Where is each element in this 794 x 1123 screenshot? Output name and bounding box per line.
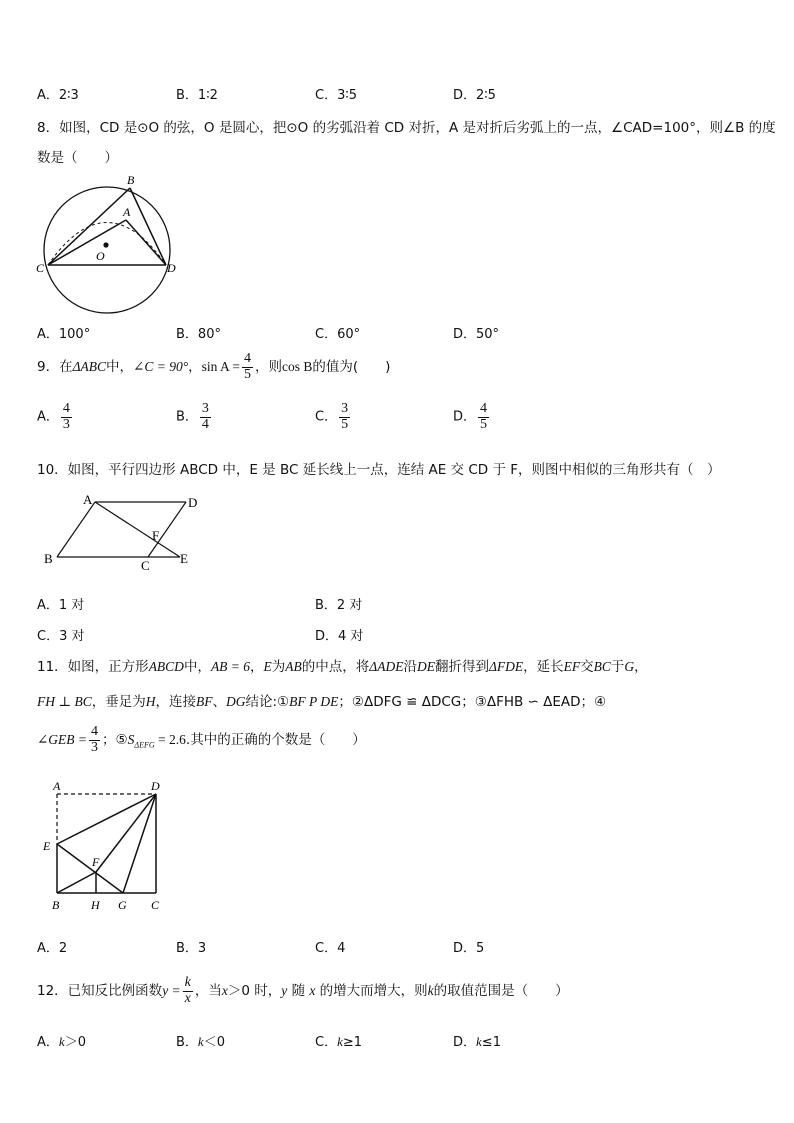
q12-option-d[interactable]: D．k≤1 [453, 1034, 501, 1050]
q12-stem: 12．已知反比例函数y = $\frac{k}{x}$ ，当x＞0 时，y 随 x 的增大而增大，则k的取值范围是（ ） [37, 974, 569, 1006]
q11-label-a: A [53, 779, 61, 793]
q11-option-d[interactable]: D．5 [453, 941, 485, 956]
q9-option-c[interactable]: C． $\frac{3}{5}$ [315, 401, 349, 432]
q10-figure [40, 490, 200, 572]
q8-segment-bd [130, 188, 166, 265]
q11-stem-line1: 11．如图，正方形ABCD中，AB = 6，E为AB的中点，将ΔADE沿DE翻折得到ΔFDE，延长EF交BC于G， [37, 659, 648, 675]
q9-stem: 9．在ΔABC中，∠C = 90°，sin A = $\frac{4}{5}$ ，则cos B的值为( ) [37, 351, 391, 382]
q11-stem-line2: FH ⊥ BC，垂足为H，连接BF、DG结论:①BF P DE；②ΔDFG ≌ ΔDCG；③ΔFHB ∽ ΔEAD；④ [37, 694, 607, 710]
q11-label-b: B [52, 898, 60, 912]
q12-option-c[interactable]: C．k≥1 [315, 1034, 363, 1050]
q7-option-b[interactable]: B．1∶2 [176, 88, 218, 103]
q8-segment-ca [48, 220, 126, 265]
q10-label-f: F [152, 528, 160, 543]
q11-segment-df [96, 794, 156, 872]
q11-figure [40, 776, 175, 914]
q8-option-a[interactable]: A．100° [37, 327, 91, 342]
q11-segment-bf [57, 872, 96, 893]
q8-label-d: D [167, 261, 176, 275]
q7-option-a[interactable]: A．2∶3 [37, 88, 79, 103]
q11-label-f: F [92, 855, 100, 869]
q10-label-d: D [188, 495, 198, 510]
q11-segment-eg [57, 844, 123, 893]
q10-option-d[interactable]: D．4 对 [315, 629, 364, 644]
q8-label-c: C [36, 261, 45, 275]
q8-center-dot [103, 242, 108, 247]
q8-label-o: O [96, 249, 105, 263]
q12-option-b[interactable]: B．k＜0 [176, 1034, 225, 1050]
q8-figure [34, 172, 184, 322]
q8-segment-ad [126, 220, 166, 265]
q11-label-g: G [118, 898, 127, 912]
q10-option-b[interactable]: B．2 对 [315, 598, 363, 613]
q10-label-a: A [83, 492, 93, 507]
q8-segment-cb [48, 188, 130, 265]
q8-option-b[interactable]: B．80° [176, 327, 221, 342]
q8-option-c[interactable]: C．60° [315, 327, 361, 342]
q11-label-d: D [151, 779, 160, 793]
q8-label-b: B [127, 173, 135, 187]
q11-stem-line3: ∠GEB = $\frac{4}{3}$ ；$⑤S_{\Delta EFG} = 2.6$.其中的正确的个数是（ ） [37, 723, 366, 755]
q9-option-b[interactable]: B． $\frac{3}{4}$ [176, 401, 209, 432]
q8-stem-line2: 数是（ ） [37, 150, 118, 166]
q10-stem: 10．如图，平行四边形 ABCD 中，E 是 BC 延长线上一点，连结 AE 交 CD 于 F，则图中相似的三角形共有（ ） [37, 462, 721, 478]
q11-option-c[interactable]: C．4 [315, 941, 346, 956]
q11-option-a[interactable]: A．2 [37, 941, 68, 956]
q10-label-b: B [44, 551, 53, 566]
q7-option-c[interactable]: C．3∶5 [315, 88, 358, 103]
q10-option-c[interactable]: C．3 对 [37, 629, 85, 644]
q11-label-e: E [43, 839, 51, 853]
q9-sin-fraction: $\frac{4}{5}$ [243, 351, 251, 382]
q8-option-d[interactable]: D．50° [453, 327, 500, 342]
q10-label-e: E [180, 551, 188, 566]
q9-option-d[interactable]: D． $\frac{4}{5}$ [453, 401, 488, 432]
q8-stem-line1: 8．如图，CD 是⊙O 的弦，O 是圆心，把⊙O 的劣弧沿着 CD 对折，A 是对折后劣弧上的一点，∠CAD=100°，则∠B 的度 [37, 120, 776, 136]
q11-label-h: H [91, 898, 100, 912]
q11-option-b[interactable]: B．3 [176, 941, 207, 956]
q10-label-c: C [141, 558, 150, 572]
q10-option-a[interactable]: A．1 对 [37, 598, 85, 613]
q11-label-c: C [151, 898, 160, 912]
q9-option-a[interactable]: A． $\frac{4}{3}$ [37, 401, 70, 432]
q8-label-a: A [123, 205, 131, 219]
q12-function-fraction: $\frac{k}{x}$ [184, 974, 191, 1006]
q12-option-a[interactable]: A．k＞0 [37, 1034, 86, 1050]
q11-angle-fraction: $\frac{4}{3}$ [91, 723, 99, 755]
q10-side-ab [57, 502, 95, 557]
q7-option-d[interactable]: D．2∶5 [453, 88, 496, 103]
